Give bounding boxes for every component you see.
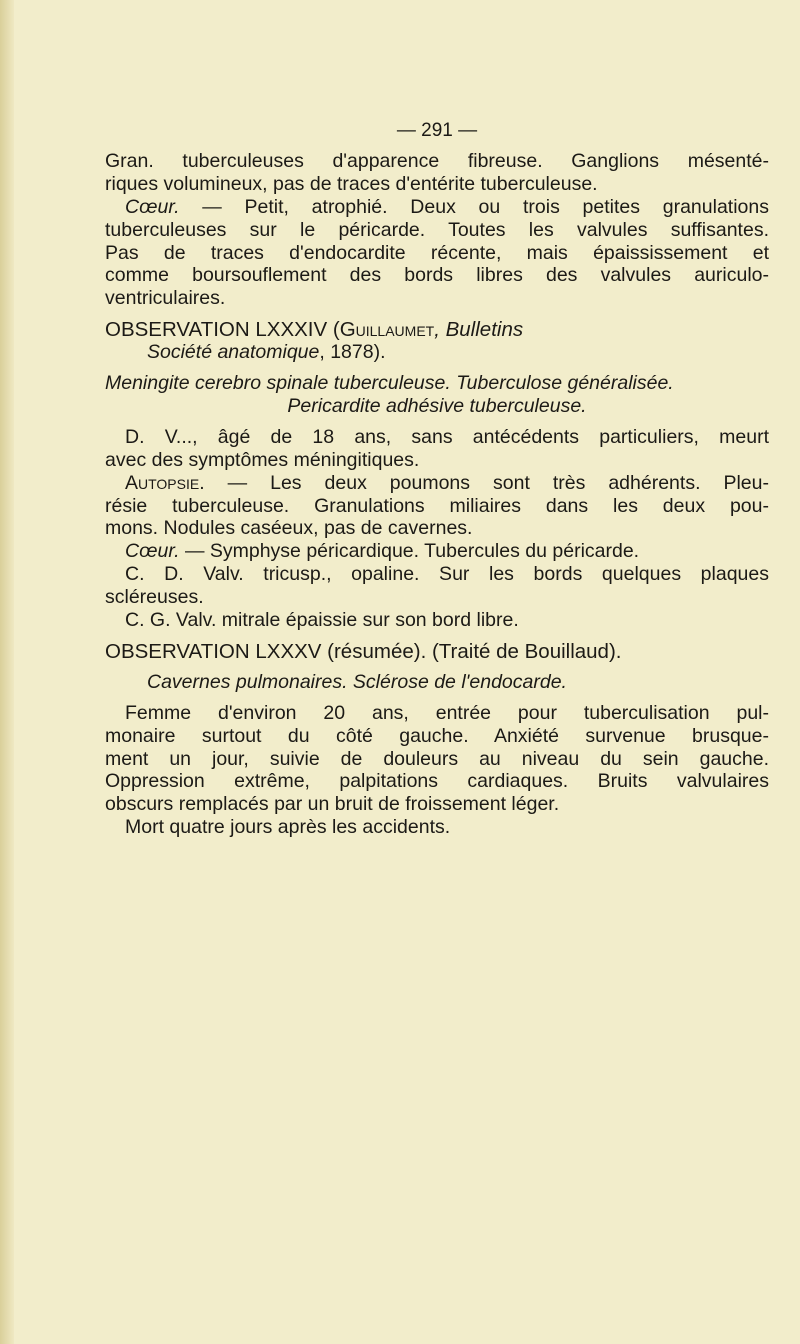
text-line: Pas de traces d'endocardite récente, mais épaississement et (105, 241, 769, 264)
observation-heading-85: OBSERVATION LXXXV (résumée). (Traité de Bouillaud). (105, 639, 622, 663)
observation-title: Meningite cerebro spinale tuberculeuse. Tuberculose généralisée. (105, 372, 674, 395)
autopsie-lead: Autopsie. (125, 471, 205, 494)
text-line: monaire surtout du côté gauche. Anxiété survenue brusque- (105, 724, 769, 747)
observation-heading-84 (105, 318, 769, 341)
coeur-lead: Cœur. (125, 195, 180, 218)
page-number: — 291 — (396, 120, 478, 141)
year: , 1878). (319, 341, 386, 364)
text-line: Femme d'environ 20 ans, entrée pour tuberculisation pul- (125, 701, 769, 724)
heading-text: OBSERVATION LXXXIV ( (105, 318, 340, 342)
text-line: D. V..., âgé de 18 ans, sans antécédents particuliers, meurt (125, 425, 769, 448)
text-line: C. G. Valv. mitrale épaissie sur son bord libre. (125, 609, 519, 632)
observation-title: Cavernes pulmonaires. Sclérose de l'endocarde. (147, 670, 567, 693)
text-line: Gran. tuberculeuses d'apparence fibreuse. Ganglions mésenté- (105, 150, 769, 172)
page-edge (0, 0, 14, 1344)
document-page (105, 116, 769, 839)
text-line: ment un jour, suivie de douleurs au niveau du sein gauche. (105, 747, 769, 770)
text-line (105, 472, 769, 495)
text-line: obscurs remplacés par un bruit de froissement léger. (105, 793, 560, 816)
text-line: scléreuses. (105, 586, 204, 609)
text-span: — Symphyse péricardique. Tubercules du péricarde. (179, 540, 640, 563)
text-line: tuberculeuses sur le péricarde. Toutes les valvules suffisantes. (105, 218, 769, 241)
text-line: Mort quatre jours après les accidents. (125, 816, 451, 839)
observation-title: Pericardite adhésive tuberculeuse. (287, 395, 587, 418)
text-line: ventriculaires. (105, 287, 226, 310)
text-line: résie tuberculeuse. Granulations miliaires dans les deux pou- (105, 494, 769, 517)
text-span: — Petit, atrophié. Deux ou trois petites granulations (179, 195, 769, 218)
text-line (105, 540, 769, 563)
author: Guillaumet (339, 318, 435, 342)
text-line: avec des symptômes méningitiques. (105, 448, 420, 471)
text-span: — Les deux poumons sont très adhérents. Pleu- (204, 471, 769, 494)
source: Société anatomique (147, 341, 320, 364)
text-line: Oppression extrême, palpitations cardiaques. Bruits valvulaires (105, 770, 769, 793)
text-line: comme boursouflement des bords libres des valvules auriculo- (105, 264, 769, 287)
source: , Bulletins (434, 318, 524, 342)
text-line: C. D. Valv. tricusp., opaline. Sur les bords quelques plaques (125, 563, 769, 586)
text-line: mons. Nodules caséeux, pas de cavernes. (105, 517, 473, 540)
coeur-lead: Cœur. (125, 540, 180, 563)
text-line (105, 341, 769, 364)
text-line: riques volumineux, pas de traces d'entérite tuberculeuse. (105, 172, 598, 195)
text-line (105, 196, 769, 219)
